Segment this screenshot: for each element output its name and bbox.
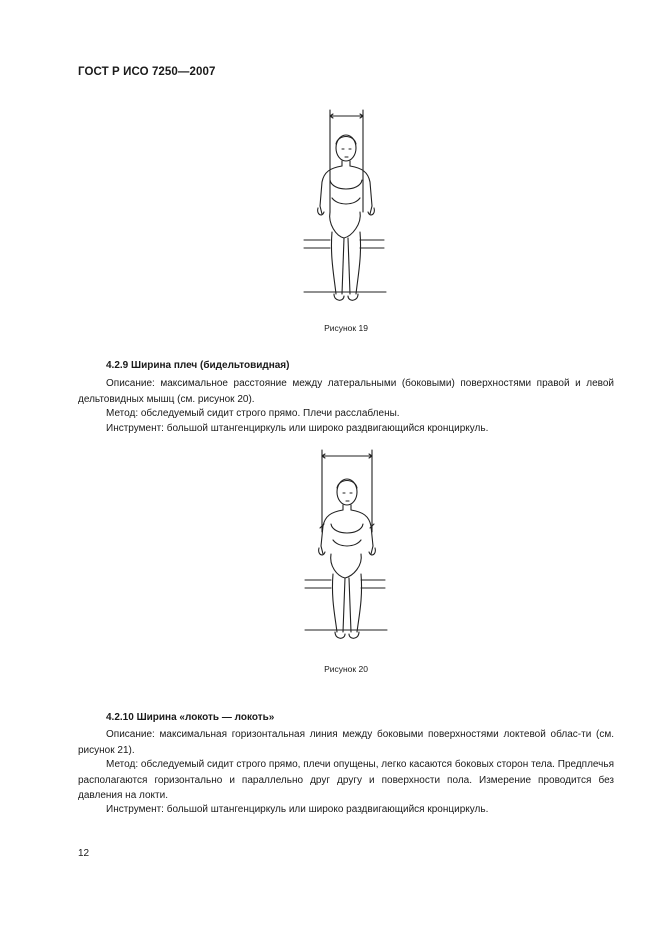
description-text: Описание: максимальная горизонтальная линия между боковыми поверхностями локтевой облас-ти (см. рисунок 21).	[78, 729, 614, 756]
section-4-2-10-title: 4.2.10 Ширина «локоть — локоть»	[106, 712, 275, 723]
instrument-text: Инструмент: большой штангенциркуль или широко раздвигающийся кронциркуль.	[106, 423, 489, 434]
section-4-2-10-description	[78, 727, 614, 758]
page-number: 12	[78, 848, 90, 859]
figure-20-caption: Рисунок 20	[324, 664, 368, 674]
figure-19-caption: Рисунок 19	[324, 323, 368, 333]
section-4-2-9-method	[78, 406, 614, 422]
section-4-2-9-description	[78, 376, 614, 407]
figure-20	[300, 448, 390, 648]
description-text: Описание: максимальное расстояние между латеральными (боковыми) поверхностями правой и левой дельтовидных мышц (см. рисунок 20).	[78, 378, 614, 405]
instrument-text: Инструмент: большой штангенциркуль или широко раздвигающийся кронциркуль.	[106, 804, 489, 815]
seated-figure-illustration	[300, 108, 390, 308]
section-4-2-9-title: 4.2.9 Ширина плеч (бидельтовидная)	[106, 360, 290, 371]
method-text: Метод: обследуемый сидит строго прямо. Плечи расслаблены.	[106, 408, 400, 419]
section-4-2-9-instrument	[78, 421, 614, 437]
section-4-2-10-method	[78, 757, 614, 804]
seated-figure-illustration	[300, 448, 390, 648]
section-4-2-10-instrument	[78, 802, 614, 818]
method-text: Метод: обследуемый сидит строго прямо, плечи опущены, легко касаются боковых сторон тела. Предплечья располагаются горизонтально и параллельно друг другу и поверхности пола. Измерение проводится без давления на локти.	[78, 759, 614, 801]
document-header: ГОСТ Р ИСО 7250—2007	[78, 66, 216, 78]
figure-19	[300, 108, 390, 308]
